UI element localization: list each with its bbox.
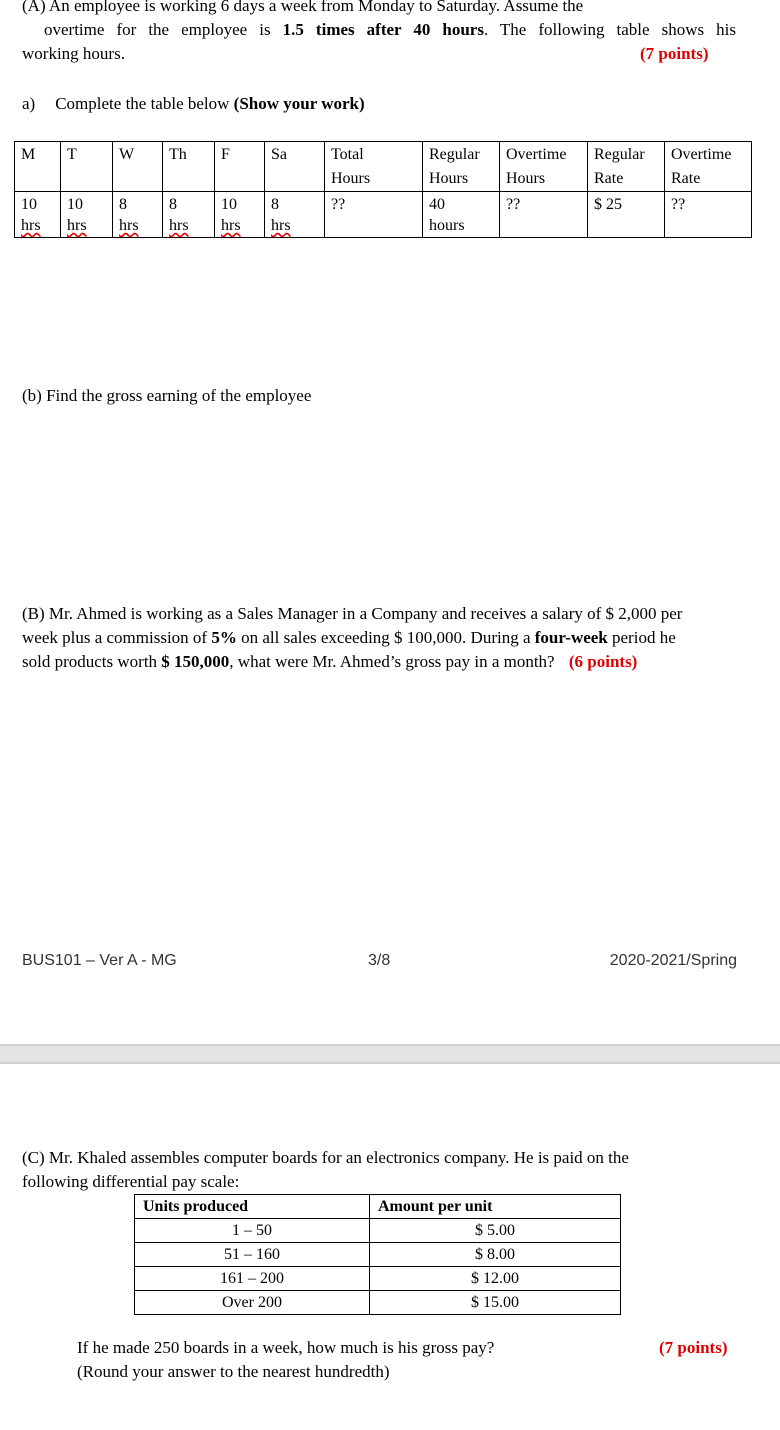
units-range: Over 200 [135,1291,370,1315]
footer-page-number: 3/8 [368,952,391,969]
pay-scale-row [135,1291,621,1315]
footer-term: 2020-2021/Spring [609,952,737,969]
hours-header-cell: T [61,142,113,192]
part-c-rounding-note: (Round your answer to the nearest hundredth) [77,1362,390,1381]
hours-value-unit: hrs [271,217,291,234]
unit-amount: $ 15.00 [370,1291,621,1315]
hours-header-cell: Overtime Rate [665,142,752,192]
hours-value-cell [113,192,163,238]
hours-value-cell [15,192,61,238]
hours-value-unit: hrs [67,217,87,234]
units-range: 1 – 50 [135,1219,370,1243]
part-c-line-1: (C) Mr. Khaled assembles computer boards for an electronics company. He is paid on the [22,1148,629,1167]
unit-amount: $ 5.00 [370,1219,621,1243]
hours-header-cell: Th [163,142,215,192]
hours-value-number: 10 [21,196,37,213]
page-break [0,1044,780,1064]
hours-values-row [15,192,752,238]
part-b-line-3: sold products worth $ 150,000, what were Mr. Ahmed’s gross pay in a month? (6 points) [22,652,638,671]
hours-header-cell: Sa [265,142,325,192]
pay-scale-row [135,1267,621,1291]
hours-value-cell [325,192,423,238]
hours-value-unit: hrs [169,217,189,234]
part-a-line-3: working hours. [22,44,125,63]
units-range: 161 – 200 [135,1267,370,1291]
hours-value-number: 10 [221,196,237,213]
part-b-line-1: (B) Mr. Ahmed is working as a Sales Manager in a Company and receives a salary of $ 2,000 per [22,604,683,623]
unit-amount: $ 12.00 [370,1267,621,1291]
working-hours-table [14,141,752,238]
hours-header-row [15,142,752,192]
header-units-produced: Units produced [135,1195,370,1219]
hours-value-number: 40 [429,196,445,213]
hours-value-cell [500,192,588,238]
part-b-points: (6 points) [568,652,638,671]
hours-header-cell: Total Hours [325,142,423,192]
part-c-line-2: following differential pay scale: [22,1172,240,1191]
hours-value-cell [265,192,325,238]
pay-scale-row [135,1219,621,1243]
hours-value-cell [163,192,215,238]
footer-course: BUS101 – Ver A - MG [22,952,177,969]
hours-value-cell [215,192,265,238]
part-a-line-1: (A) An employee is working 6 days a week from Monday to Saturday. Assume the [22,0,584,15]
pay-scale-header-row [135,1195,621,1219]
pay-scale-table [134,1194,621,1315]
part-a-points: (7 points) [640,44,709,63]
hours-value-number: 8 [271,196,279,213]
hours-value-cell [665,192,752,238]
hours-value-unit: hrs [21,217,41,234]
units-range: 51 – 160 [135,1243,370,1267]
hours-header-cell: Regular Rate [588,142,665,192]
hours-value-number: 8 [119,196,127,213]
header-amount-per-unit: Amount per unit [370,1195,621,1219]
hours-value-number: 8 [169,196,177,213]
hours-header-cell: W [113,142,163,192]
part-a-line-2: overtime for the employee is 1.5 times after 40 hours. The following table shows his [44,20,736,39]
hours-header-cell: M [15,142,61,192]
hours-value-number: 10 [67,196,83,213]
hours-value-unit: hrs [119,217,139,234]
unit-amount: $ 8.00 [370,1243,621,1267]
part-b-line-2: week plus a commission of 5% on all sales exceeding $ 100,000. During a four-week period he [22,628,676,647]
part-c-question: If he made 250 boards in a week, how much is his gross pay? [77,1338,495,1357]
pay-scale-row [135,1243,621,1267]
sub-question-a: a) Complete the table below (Show your work) [22,94,365,113]
hours-value-number: ?? [506,196,521,213]
hours-value-number: ?? [671,196,686,213]
hours-value-unit: hours [429,217,465,234]
part-c-points: (7 points) [659,1338,728,1357]
hours-value-cell [423,192,500,238]
hours-header-cell: Regular Hours [423,142,500,192]
hours-value-unit: hrs [221,217,241,234]
hours-header-cell: F [215,142,265,192]
hours-value-cell [61,192,113,238]
hours-value-number: $ 25 [594,196,622,213]
hours-value-number: ?? [331,196,346,213]
hours-header-cell: Overtime Hours [500,142,588,192]
hours-value-cell [588,192,665,238]
sub-question-b: (b) Find the gross earning of the employee [22,386,312,405]
